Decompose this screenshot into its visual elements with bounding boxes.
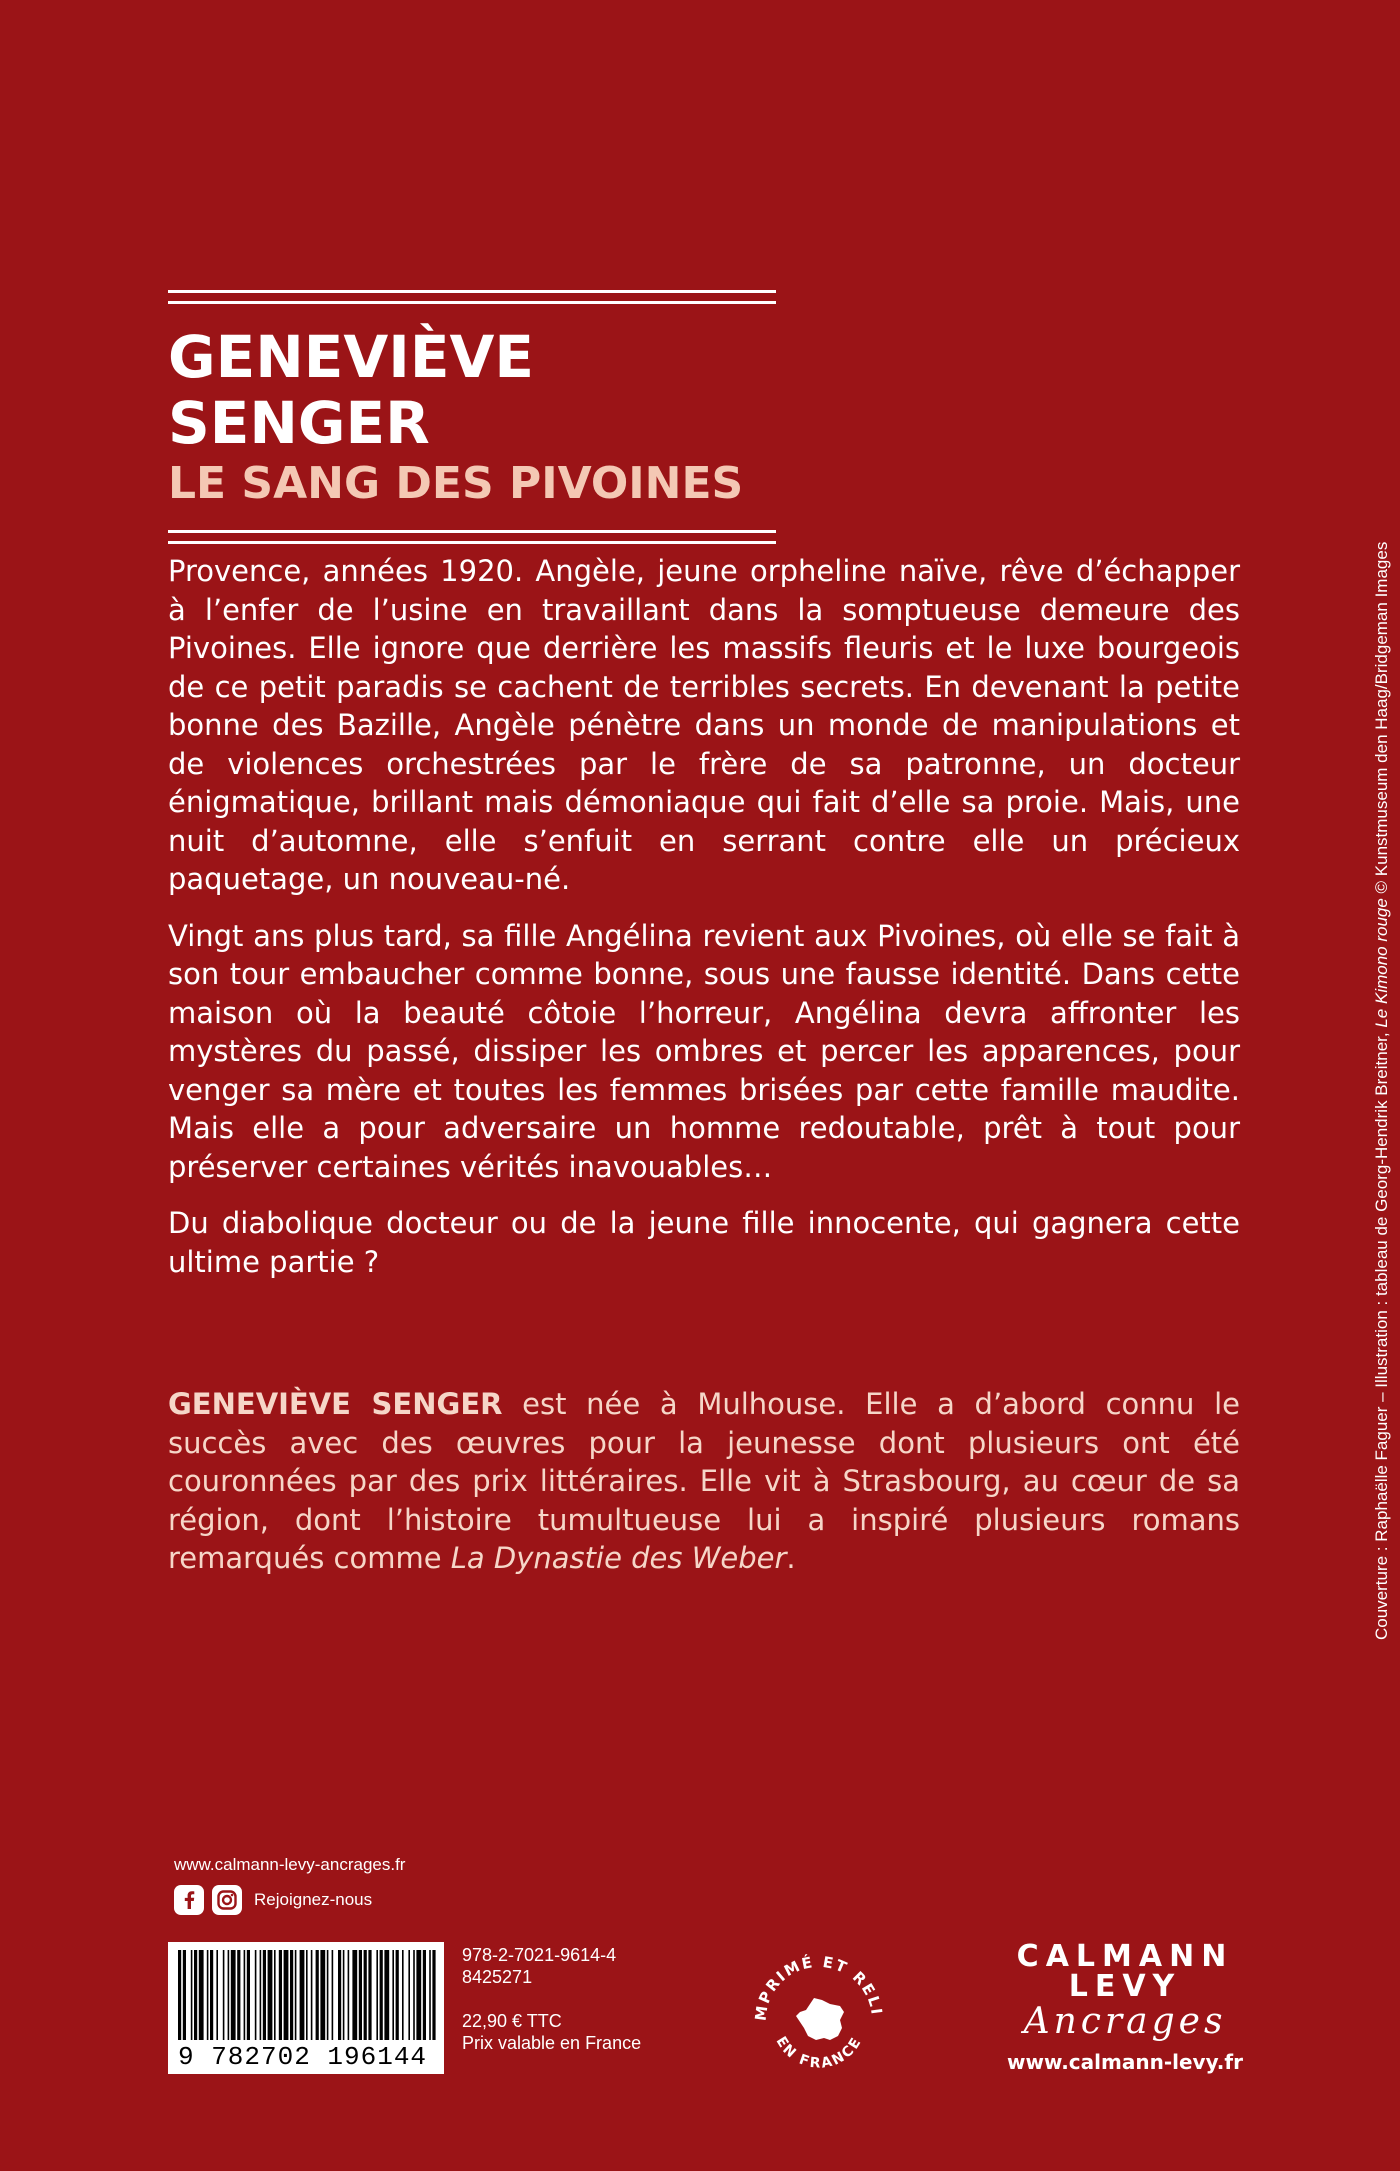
title-rule-top-2 bbox=[168, 301, 776, 304]
social-row bbox=[174, 1885, 372, 1915]
isbn-info bbox=[462, 1944, 641, 2054]
barcode-bar bbox=[183, 1950, 186, 2040]
stamp-bottom-text: EN FRANCE bbox=[772, 2033, 866, 2072]
barcode-bar bbox=[338, 1950, 341, 2040]
barcode-bar bbox=[274, 1950, 276, 2040]
social-label: Rejoignez-nous bbox=[254, 1890, 373, 1909]
bio-book-title: La Dynastie des Weber bbox=[450, 1541, 787, 1575]
bio-end: . bbox=[786, 1541, 796, 1575]
publisher-name-1: CALMANN bbox=[1016, 1939, 1234, 1974]
barcode bbox=[168, 1942, 444, 2074]
synopsis bbox=[168, 552, 1240, 1299]
barcode-bar bbox=[191, 1950, 193, 2040]
barcode-bar bbox=[216, 1950, 218, 2040]
bio-author-name: GENEVIÈVE SENGER bbox=[168, 1387, 503, 1421]
barcode-bar bbox=[376, 1950, 378, 2040]
barcode-bar bbox=[364, 1950, 367, 2040]
barcode-bar bbox=[320, 1950, 325, 2040]
barcode-bar bbox=[423, 1950, 426, 2040]
price-note: Prix valable en France bbox=[462, 2033, 642, 2053]
barcode-bar bbox=[402, 1950, 404, 2040]
barcode-digits: 9 782702 196144 bbox=[178, 2042, 428, 2072]
cover-credit bbox=[1372, 520, 1392, 1640]
barcode-bar bbox=[210, 1950, 213, 2040]
price: 22,90 € TTC bbox=[462, 2011, 562, 2031]
author-bio bbox=[168, 1385, 1240, 1578]
title-rule-bottom-1 bbox=[168, 530, 776, 533]
isbn: 978-2-7021-9614-4 bbox=[462, 1945, 617, 1965]
barcode-bar bbox=[228, 1950, 230, 2040]
author-name: GENEVIÈVE SENGER bbox=[168, 323, 534, 457]
barcode-bars bbox=[178, 1950, 436, 2040]
barcode-bar bbox=[300, 1950, 305, 2040]
barcode-bar bbox=[207, 1950, 209, 2040]
barcode-bar bbox=[223, 1950, 225, 2040]
barcode-bar bbox=[396, 1950, 399, 2040]
barcode-bar bbox=[260, 1950, 262, 2040]
barcode-bar bbox=[416, 1950, 421, 2040]
barcode-bar bbox=[343, 1950, 345, 2040]
barcode-bar bbox=[199, 1950, 204, 2040]
barcode-bar bbox=[237, 1950, 240, 2040]
barcode-bar bbox=[384, 1950, 389, 2040]
barcode-bar bbox=[284, 1950, 289, 2040]
synopsis-paragraph-2: Vingt ans plus tard, sa fille Angélina revient aux Pivoines, où elle se fait à son tour embaucher comme bonne, sous une fausse identité. Dans cette maison où la beauté côtoie l’horreur, Angélina devra affronter les mystères du passé, dissiper les ombres et percer les apparences, pour venger sa mère et toutes les femmes brisées par cette famille maudite. Mais elle a pour adversaire un homme redoutable, prêt à tout pour préserver certaines vérités inavouables… bbox=[168, 918, 1240, 1184]
title-rule-top-1 bbox=[168, 290, 776, 293]
website-link[interactable]: www.calmann-levy-ancrages.fr bbox=[174, 1855, 406, 1874]
title-block bbox=[168, 290, 776, 544]
synopsis-paragraph-3: Du diabolique docteur ou de la jeune fille innocente, qui gagnera cette ultime partie ? bbox=[168, 1206, 1240, 1279]
barcode-bar bbox=[306, 1950, 308, 2040]
stamp-top-text: MPRIMÉ ET RELI bbox=[751, 1952, 886, 2022]
barcode-bar bbox=[231, 1950, 236, 2040]
synopsis-paragraph-1: Provence, années 1920. Angèle, jeune orpheline naïve, rêve d’échapper à l’enfer de l’usine en travaillant dans la somptueuse demeure des Pivoines. Elle ignore que derrière les massifs fleuris et le luxe bourgeois de ce petit paradis se cachent de terribles secrets. En devenant la petite bonne des Bazille, Angèle pénètre dans un monde de manipulations et de violences orchestrées par le frère de sa patronne, un docteur énigmatique, brillant mais démoniaque qui fait d’elle sa proie. Mais, une nuit d’automne, elle s’enfuit en serrant contre elle un précieux paquetage, un nouveau-né. bbox=[168, 554, 1240, 896]
credit-artwork: Le Kimono rouge bbox=[1372, 898, 1391, 1028]
barcode-bar bbox=[295, 1950, 297, 2040]
credit-suffix: © Kunstmuseum den Haag/Bridgeman Images bbox=[1372, 541, 1391, 899]
credit-prefix: Couverture : Raphaëlle Faguer – Illustration : tableau de Georg-Hendrik Breitner, bbox=[1372, 1027, 1391, 1640]
bio-text: est née à Mulhouse. Elle a d’abord connu le succès avec des œuvres pour la jeunesse dont plusieurs ont été couronnées par des prix littéraires. Elle vit à Strasbourg, au cœur de sa région, dont l’histoire tumultueuse lui a inspiré plusieurs romans remarqués comme bbox=[168, 1387, 1240, 1575]
barcode-bar bbox=[244, 1950, 246, 2040]
barcode-bar bbox=[247, 1950, 250, 2040]
publisher-imprint: Ancrages bbox=[1023, 2001, 1227, 2042]
svg-text:EN FRANCE bbox=[773, 2034, 866, 2072]
france-map-icon bbox=[796, 1998, 844, 2040]
barcode-bar bbox=[413, 1950, 415, 2040]
barcode-bar bbox=[290, 1950, 293, 2040]
barcode-bar bbox=[432, 1950, 435, 2040]
barcode-bar bbox=[279, 1950, 282, 2040]
product-code: 8425271 bbox=[462, 1967, 533, 1987]
book-title: LE SANG DES PIVOINES bbox=[168, 458, 744, 509]
title-rule-bottom-2 bbox=[168, 541, 776, 544]
barcode-bar bbox=[348, 1950, 350, 2040]
barcode-bar bbox=[368, 1950, 371, 2040]
barcode-bar bbox=[359, 1950, 362, 2040]
barcode-bar bbox=[255, 1950, 257, 2040]
barcode-bar bbox=[352, 1950, 357, 2040]
barcode-bar bbox=[332, 1950, 334, 2040]
made-in-france-stamp bbox=[744, 1942, 894, 2092]
barcode-bar bbox=[316, 1950, 319, 2040]
facebook-icon[interactable] bbox=[174, 1885, 204, 1915]
barcode-bar bbox=[194, 1950, 197, 2040]
barcode-bar bbox=[263, 1950, 266, 2040]
instagram-icon[interactable] bbox=[212, 1885, 242, 1915]
publisher-url[interactable]: www.calmann-levy.fr bbox=[1007, 2050, 1243, 2074]
barcode-bar bbox=[408, 1950, 410, 2040]
barcode-bar bbox=[392, 1950, 394, 2040]
barcode-bar bbox=[380, 1950, 383, 2040]
publisher-logo bbox=[1005, 1939, 1245, 2074]
barcode-bar bbox=[327, 1950, 329, 2040]
barcode-bar bbox=[178, 1950, 181, 2040]
barcode-bar bbox=[311, 1950, 313, 2040]
publisher-name-2: LEVY bbox=[1068, 1969, 1182, 2004]
barcode-bar bbox=[268, 1950, 273, 2040]
barcode-bar bbox=[429, 1950, 431, 2040]
